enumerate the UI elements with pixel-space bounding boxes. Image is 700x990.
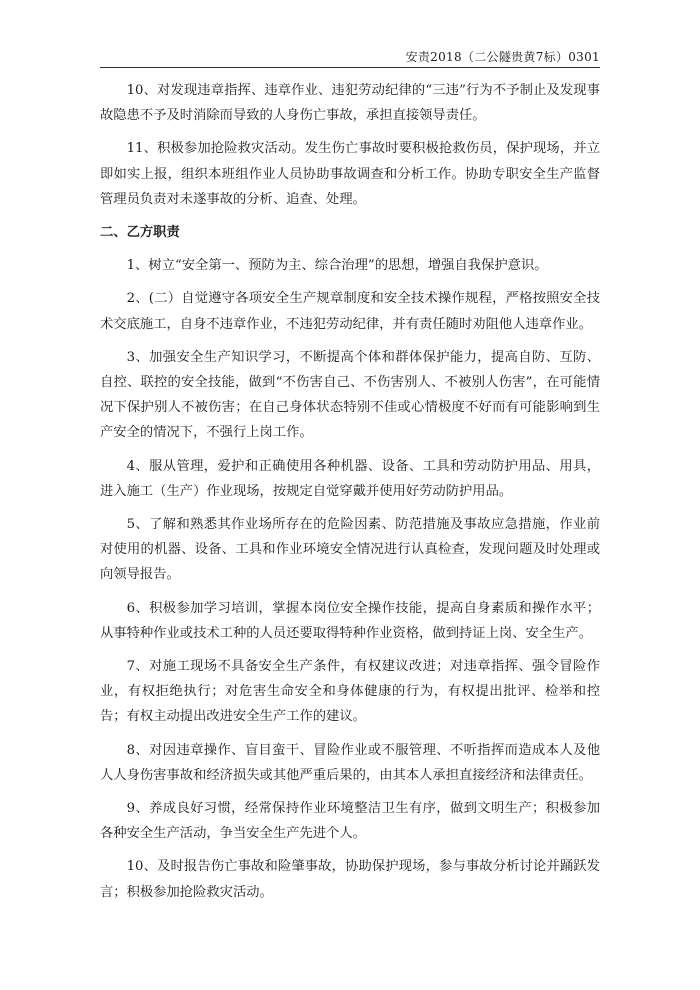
clause-item: 7、对施工现场不具备安全生产条件，有权建议改进；对违章指挥、强令冒险作业，有权拒绝执行；对危害生命安全和身体健康的行为，有权提出批评、检举和控告；有权主动提出改进安全生产工作的建议。 <box>100 659 600 725</box>
clause-item: 2、(二）自觉遵守各项安全生产规章制度和安全技术操作规程，严格按照安全技术交底施工，自身不违章作业，不违犯劳动纪律，并有责任随时劝阻他人违章作业。 <box>100 291 600 332</box>
paragraph-prev-11: 11、积极参加抢险救灾活动。发生伤亡事故时要积极抢救伤员，保护现场，并立即如实上报，组织本班组作业人员协助事故调查和分析工作。协助专职安全生产监督管理员负责对未遂事故的分析、追查、处理。 <box>100 141 600 207</box>
clause-item: 10、及时报告伤亡事故和险肇事故，协助保护现场，参与事故分析讨论并踊跃发言；积极参加抢险救灾活动。 <box>100 859 600 900</box>
clause-item: 4、服从管理，爱护和正确使用各种机器、设备、工具和劳动防护用品、用具，进入施工（生产）作业现场，按规定自觉穿戴并使用好劳动防护用品。 <box>100 458 600 499</box>
clause-item: 3、加强安全生产知识学习，不断提高个体和群体保护能力，提高自防、互防、自控、联控的安全技能，做到“不伤害自己、不伤害别人、不被别人伤害”，在可能情况下保护别人不被伤害；在自己身体状态特别不佳或心情极度不好而有可能影响到生产安全的情况下，不强行上岗工作。 <box>100 349 600 441</box>
clause-item: 1、树立“安全第一、预防为主、综合治理”的思想，增强自我保护意识。 <box>126 258 548 274</box>
clause-item: 5、了解和熟悉其作业场所存在的危险因素、防范措施及事故应急措施，作业前对使用的机器、设备、工具和作业环境安全情况进行认真检查，发现问题及时处理或向领导报告。 <box>100 517 600 583</box>
document-code-header: 安责2018（二公隧贵黄7标）0301 <box>405 50 600 64</box>
header-divider <box>100 67 600 68</box>
clause-item: 9、养成良好习惯，经常保持作业环境整洁卫生有序，做到文明生产；积极参加各种安全生产活动，争当安全生产先进个人。 <box>100 801 600 842</box>
document-body <box>100 78 600 913</box>
clause-item: 6、积极参加学习培训，掌握本岗位安全操作技能，提高自身素质和操作水平；从事特种作业或技术工种的人员还要取得特种作业资格，做到持证上岗、安全生产。 <box>100 600 600 641</box>
clause-item: 8、对因违章操作、盲目蛮干、冒险作业或不服管理、不听指挥而造成本人及他人人身伤害事故和经济损失或其他严重后果的，由其本人承担直接经济和法律责任。 <box>100 742 600 783</box>
section-heading: 二、乙方职责 <box>100 225 180 241</box>
paragraph-prev-10: 10、对发现违章指挥、违章作业、违犯劳动纪律的“三违”行为不予制止及发现事故隐患不予及时消除而导致的人身伤亡事故，承担直接领导责任。 <box>100 83 600 124</box>
